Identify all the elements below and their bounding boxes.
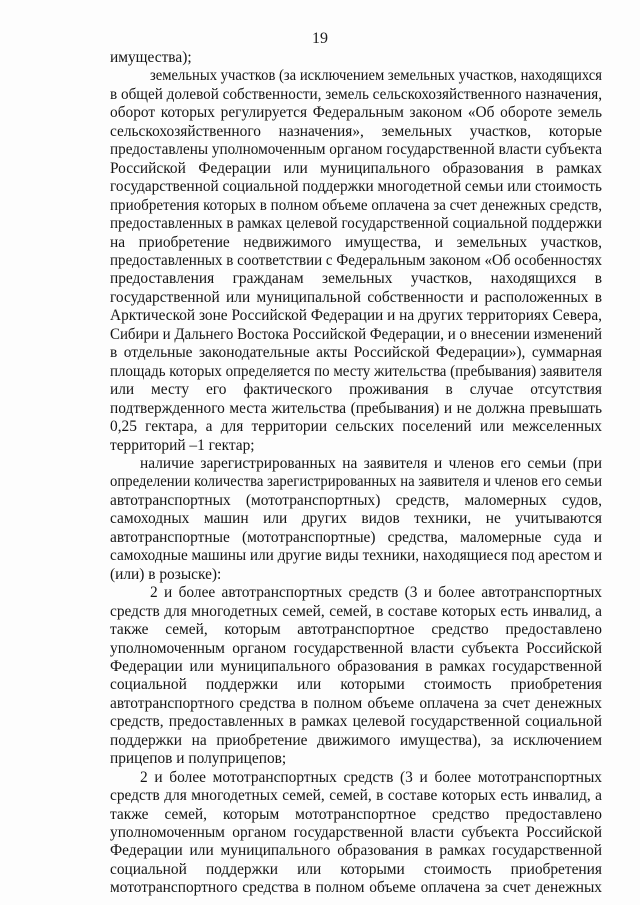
text-line: также семей, которым мототранспортное средство предоставлено bbox=[110, 805, 602, 823]
text-line: имущества); bbox=[110, 49, 192, 66]
text-line: на приобретение недвижимого имущества, и земельных участков, bbox=[110, 233, 602, 251]
text-line: сельскохозяйственного назначения», земельных участков, которые bbox=[110, 122, 602, 140]
text-line: Федерации или муниципального образования в рамках государственной bbox=[110, 842, 602, 860]
text-line: 2 и более автотранспортных средств (3 и более автотранспортных bbox=[150, 584, 602, 602]
text-line: предоставлены уполномоченным органом государственной власти субъекта bbox=[110, 141, 602, 159]
text-line: Федерации или муниципального образования в рамках государственной bbox=[110, 657, 602, 675]
text-line: 0,25 гектара, а для территории сельских поселений или межселенных bbox=[110, 418, 602, 436]
text-line: средств для многодетных семей, семей, в составе которых есть инвалид, а bbox=[110, 787, 602, 805]
text-line: предоставления гражданам земельных участков, находящихся в bbox=[110, 270, 602, 288]
text-line: автотранспортного средства в полном объеме оплачена за счет денежных bbox=[110, 694, 602, 712]
text-line: Сибири и Дальнего Востока Российской Федерации, и о внесении изменений bbox=[110, 325, 602, 343]
text-line: предоставленных в рамках целевой государственной социальной поддержки bbox=[110, 215, 602, 233]
text-line: самоходные машины или другие виды техники, находящиеся под арестом и bbox=[110, 547, 602, 565]
text-line: в общей долевой собственности, земель сельскохозяйственного назначения, bbox=[110, 85, 602, 103]
text-line: в отдельные законодательные акты Российской Федерации»), суммарная bbox=[110, 344, 602, 362]
text-line: наличие зарегистрированных на заявителя и членов его семьи (при bbox=[140, 454, 602, 472]
text-line: (или) в розыске): bbox=[110, 565, 222, 583]
text-line: социальной поддержки или которыми стоимость приобретения bbox=[110, 676, 602, 694]
text-line: социальной поддержки или которыми стоимость приобретения bbox=[110, 860, 602, 878]
text-line: площадь которых определяется по месту жительства (пребывания) заявителя bbox=[110, 362, 602, 380]
text-line: земельных участков (за исключением земельных участков, находящихся bbox=[150, 67, 602, 85]
text-line: уполномоченным органом государственной власти субъекта Российской bbox=[110, 639, 602, 657]
text-line: или месту его фактического проживания в случае отсутствия bbox=[110, 381, 602, 399]
text-line: предоставленных в соответствии с Федеральным законом «Об особенностях bbox=[110, 251, 602, 269]
text-line: приобретения которых в полном объеме оплачена за счет денежных средств, bbox=[110, 196, 602, 214]
text-line: Арктической зоне Российской Федерации и на других территориях Севера, bbox=[110, 307, 602, 325]
text-line: средств, предоставленных в рамках целевой государственной социальной bbox=[110, 713, 602, 731]
text-line: автотранспортных (мототранспортных) средств, маломерных судов, bbox=[110, 491, 602, 509]
paragraph-continuation bbox=[110, 49, 602, 67]
text-line: оборот которых регулируется Федеральным законом «Об обороте земель bbox=[110, 104, 602, 122]
text-line: государственной или муниципальной собственности и расположенных в bbox=[110, 288, 602, 306]
paragraph-moto-vehicles bbox=[110, 769, 602, 898]
text-line: автотранспортные (мототранспортные) средства, маломерные суда и bbox=[110, 528, 602, 546]
paragraph-land-plots bbox=[110, 67, 602, 455]
text-line: государственной социальной поддержки многодетной семьи или стоимость bbox=[110, 178, 602, 196]
text-line: Российской Федерации или муниципального образования в рамках bbox=[110, 159, 602, 177]
text-line: прицепов и полуприцепов; bbox=[110, 750, 287, 768]
text-line: определении количества зарегистрированных на заявителя и членов его семьи bbox=[110, 473, 602, 491]
text-line: 2 и более мототранспортных средств (3 и более мототранспортных bbox=[140, 768, 602, 786]
text-line: мототранспортного средства в полном объеме оплачена за счет денежных bbox=[110, 879, 602, 897]
text-line: также семей, которым автотранспортное средство предоставлено bbox=[110, 621, 602, 639]
text-line: территорий –1 гектар; bbox=[110, 436, 255, 454]
document-body bbox=[110, 49, 602, 898]
paragraph-auto-vehicles bbox=[110, 584, 602, 769]
text-line: поддержки на приобретение движимого имущества), за исключением bbox=[110, 731, 602, 749]
text-line: подтвержденного места жительства (пребывания) и не должна превышать bbox=[110, 399, 602, 417]
paragraph-registered-vehicles bbox=[110, 455, 602, 584]
text-line: самоходных машин или других видов техники, не учитываются bbox=[110, 510, 602, 528]
page-number: 19 bbox=[312, 30, 328, 47]
text-line: уполномоченным органом государственной власти субъекта Российской bbox=[110, 824, 602, 842]
text-line: средств для многодетных семей, семей, в составе которых есть инвалид, а bbox=[110, 602, 602, 620]
